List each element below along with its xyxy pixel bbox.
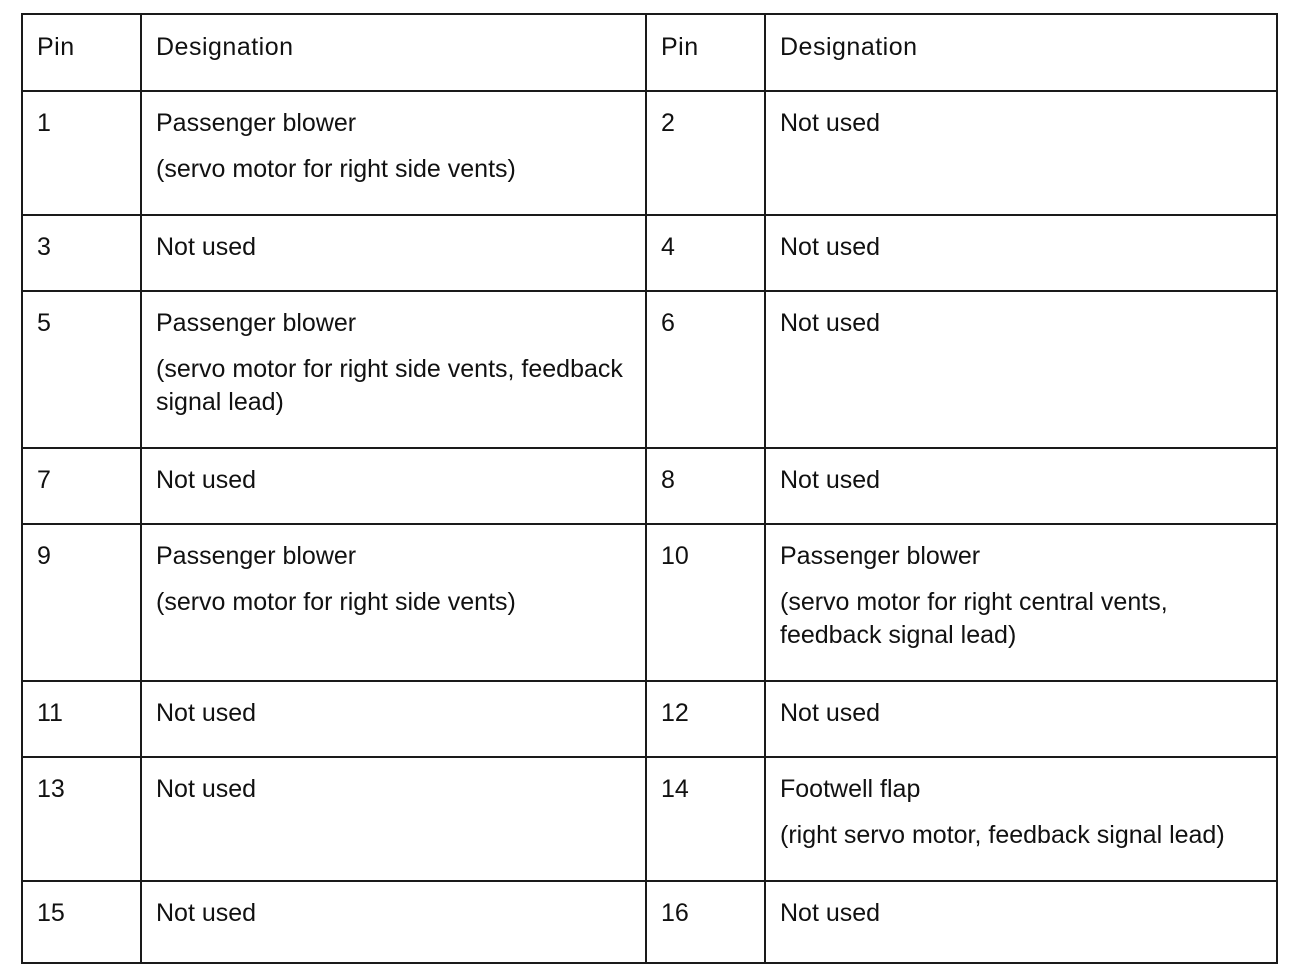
table-row bbox=[22, 91, 1277, 215]
designation-label: Not used bbox=[156, 775, 257, 803]
pin-designation bbox=[141, 681, 646, 757]
pin-number: 3 bbox=[22, 215, 141, 291]
table-row bbox=[22, 881, 1277, 963]
pin-number: 8 bbox=[646, 448, 765, 524]
designation-note: (right servo motor, feedback signal lead) bbox=[780, 821, 1225, 849]
pin-designation bbox=[141, 524, 646, 681]
designation-label: Not used bbox=[780, 699, 881, 727]
header-designation-right: Designation bbox=[765, 14, 1277, 91]
table-row bbox=[22, 681, 1277, 757]
pin-designation bbox=[141, 448, 646, 524]
designation-label: Not used bbox=[156, 466, 257, 494]
table-row bbox=[22, 291, 1277, 448]
pin-number: 5 bbox=[22, 291, 141, 448]
pin-assignment-table bbox=[21, 13, 1278, 964]
designation-label: Passenger blower bbox=[156, 109, 357, 137]
pin-number: 6 bbox=[646, 291, 765, 448]
pin-number: 11 bbox=[22, 681, 141, 757]
table-row bbox=[22, 757, 1277, 881]
table-header-row bbox=[22, 14, 1277, 91]
designation-note: (servo motor for right central vents, feedback signal lead) bbox=[780, 588, 1168, 649]
designation-label: Not used bbox=[156, 233, 257, 261]
table-row bbox=[22, 524, 1277, 681]
header-pin-right: Pin bbox=[646, 14, 765, 91]
designation-label: Not used bbox=[780, 899, 881, 927]
designation-note: (servo motor for right side vents, feedback signal lead) bbox=[156, 355, 623, 416]
pin-designation bbox=[765, 524, 1277, 681]
designation-note: (servo motor for right side vents) bbox=[156, 155, 516, 183]
pin-designation bbox=[765, 291, 1277, 448]
pin-designation bbox=[765, 681, 1277, 757]
pin-number: 7 bbox=[22, 448, 141, 524]
pin-number: 14 bbox=[646, 757, 765, 881]
designation-label: Not used bbox=[156, 899, 257, 927]
pin-designation bbox=[141, 291, 646, 448]
pin-number: 4 bbox=[646, 215, 765, 291]
pin-number: 13 bbox=[22, 757, 141, 881]
designation-label: Passenger blower bbox=[156, 309, 357, 337]
table-row bbox=[22, 215, 1277, 291]
pin-number: 16 bbox=[646, 881, 765, 963]
designation-label: Footwell flap bbox=[780, 775, 921, 803]
designation-label: Not used bbox=[780, 109, 881, 137]
pin-number: 1 bbox=[22, 91, 141, 215]
pin-designation bbox=[765, 91, 1277, 215]
pin-number: 10 bbox=[646, 524, 765, 681]
table-row bbox=[22, 448, 1277, 524]
pin-designation bbox=[141, 215, 646, 291]
designation-label: Not used bbox=[780, 309, 881, 337]
designation-note: (servo motor for right side vents) bbox=[156, 588, 516, 616]
header-designation-left: Designation bbox=[141, 14, 646, 91]
pin-number: 15 bbox=[22, 881, 141, 963]
designation-label: Passenger blower bbox=[780, 542, 981, 570]
designation-label: Not used bbox=[780, 466, 881, 494]
designation-label: Not used bbox=[156, 699, 257, 727]
pin-designation bbox=[765, 215, 1277, 291]
pin-designation bbox=[765, 881, 1277, 963]
pin-number: 9 bbox=[22, 524, 141, 681]
pin-number: 12 bbox=[646, 681, 765, 757]
designation-label: Not used bbox=[780, 233, 881, 261]
pin-designation bbox=[765, 448, 1277, 524]
pin-designation bbox=[765, 757, 1277, 881]
designation-label: Passenger blower bbox=[156, 542, 357, 570]
pin-number: 2 bbox=[646, 91, 765, 215]
header-pin-left: Pin bbox=[22, 14, 141, 91]
pin-designation bbox=[141, 757, 646, 881]
pin-designation bbox=[141, 881, 646, 963]
pin-designation bbox=[141, 91, 646, 215]
